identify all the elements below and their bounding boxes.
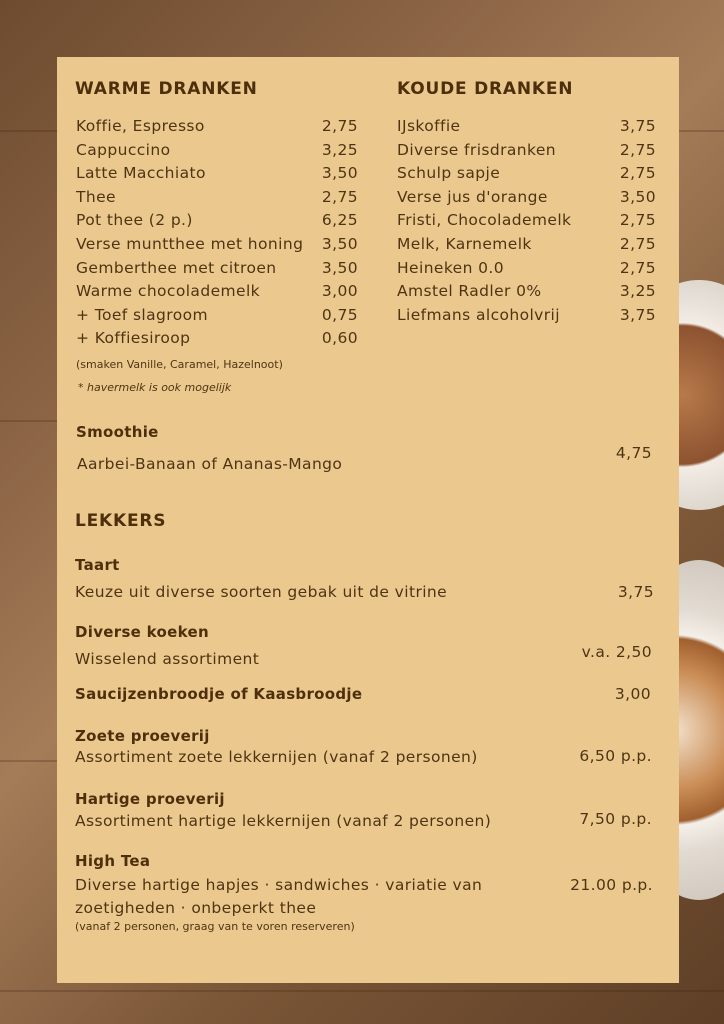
cold-item-price: 2,75 bbox=[619, 235, 656, 253]
zoete-proeverij-price: 6,50 p.p. bbox=[579, 747, 652, 765]
warm-item-name: + Toef slagroom bbox=[76, 305, 208, 324]
warm-item-price: 0,75 bbox=[321, 305, 358, 324]
cold-item-price: 2,75 bbox=[619, 164, 656, 183]
warm-item-name: Verse muntthee met honing bbox=[76, 235, 304, 253]
warm-item-name: Cappuccino bbox=[76, 140, 171, 159]
koeken-heading: Diverse koeken bbox=[75, 623, 209, 641]
warm-item-price: 3,50 bbox=[321, 235, 358, 253]
cold-item-name: Liefmans alcoholvrij bbox=[397, 305, 560, 324]
cold-item-price: 3,75 bbox=[619, 305, 656, 324]
cold-item-name: Melk, Karnemelk bbox=[397, 235, 532, 253]
high-tea-heading: High Tea bbox=[75, 852, 151, 870]
zoete-proeverij-description: Assortiment zoete lekkernijen (vanaf 2 personen) bbox=[75, 748, 478, 766]
cold-item-price: 2,75 bbox=[619, 211, 656, 230]
warm-item-name: + Koffiesiroop bbox=[76, 329, 191, 348]
high-tea-description-line2: zoetigheden · onbeperkt thee bbox=[75, 899, 317, 917]
warm-item-name: Gemberthee met citroen bbox=[76, 258, 277, 277]
hartige-proeverij-price: 7,50 p.p. bbox=[579, 810, 652, 828]
high-tea-price: 21.00 p.p. bbox=[570, 876, 653, 894]
cold-item-price: 3,75 bbox=[619, 117, 656, 135]
taart-description: Keuze uit diverse soorten gebak uit de vitrine bbox=[75, 583, 448, 601]
smoothie-price: 4,75 bbox=[615, 444, 652, 462]
taart-price: 3,75 bbox=[617, 583, 654, 601]
warm-drinks-heading: WARME DRANKEN bbox=[75, 79, 258, 99]
hartige-proeverij-heading: Hartige proeverij bbox=[75, 790, 225, 808]
high-tea-description-line1: Diverse hartige hapjes · sandwiches · variatie van bbox=[75, 876, 483, 894]
cold-item-name: Schulp sapje bbox=[397, 164, 501, 183]
cold-item-name: Verse jus d'orange bbox=[397, 187, 548, 206]
warm-item-price: 2,75 bbox=[321, 117, 358, 135]
oat-milk-note: * havermelk is ook mogelijk bbox=[78, 381, 232, 394]
cold-item-price: 3,50 bbox=[619, 187, 656, 206]
broodje-heading: Saucijzenbroodje of Kaasbroodje bbox=[75, 685, 363, 703]
warm-item-price: 3,00 bbox=[321, 282, 358, 301]
broodje-price: 3,00 bbox=[614, 685, 651, 703]
warm-item-price: 6,25 bbox=[321, 211, 358, 230]
high-tea-note: (vanaf 2 personen, graag van te voren reserveren) bbox=[75, 920, 355, 933]
cold-item-name: IJskoffie bbox=[397, 117, 461, 135]
cold-item-name: Amstel Radler 0% bbox=[397, 282, 542, 301]
cold-item-price: 2,75 bbox=[619, 258, 656, 277]
warm-item-name: Warme chocolademelk bbox=[76, 282, 261, 301]
cold-item-price: 2,75 bbox=[619, 140, 656, 159]
smoothie-description: Aarbei-Banaan of Ananas-Mango bbox=[77, 455, 343, 473]
warm-item-price: 3,50 bbox=[321, 164, 358, 183]
koeken-price: v.a. 2,50 bbox=[581, 643, 652, 661]
cold-item-name: Heineken 0.0 bbox=[397, 258, 505, 277]
lekkers-heading: LEKKERS bbox=[75, 511, 167, 531]
taart-heading: Taart bbox=[75, 556, 120, 574]
warm-item-price: 3,25 bbox=[321, 140, 358, 159]
syrup-flavors-note: (smaken Vanille, Caramel, Hazelnoot) bbox=[76, 358, 283, 371]
warm-item-name: Koffie, Espresso bbox=[76, 117, 205, 135]
warm-item-price: 0,60 bbox=[321, 329, 358, 348]
cold-item-name: Fristi, Chocolademelk bbox=[397, 211, 572, 230]
smoothie-heading: Smoothie bbox=[76, 423, 159, 441]
warm-item-name: Pot thee (2 p.) bbox=[76, 211, 193, 230]
cold-item-name: Diverse frisdranken bbox=[397, 140, 556, 159]
cold-drinks-heading: KOUDE DRANKEN bbox=[397, 79, 574, 99]
warm-item-price: 3,50 bbox=[321, 258, 358, 277]
warm-item-price: 2,75 bbox=[321, 187, 358, 206]
menu-card bbox=[57, 57, 679, 983]
warm-item-name: Latte Macchiato bbox=[76, 164, 206, 183]
cold-item-price: 3,25 bbox=[619, 282, 656, 301]
warm-item-name: Thee bbox=[76, 187, 116, 206]
zoete-proeverij-heading: Zoete proeverij bbox=[75, 727, 210, 745]
hartige-proeverij-description: Assortiment hartige lekkernijen (vanaf 2 personen) bbox=[75, 812, 492, 830]
koeken-description: Wisselend assortiment bbox=[75, 650, 260, 668]
